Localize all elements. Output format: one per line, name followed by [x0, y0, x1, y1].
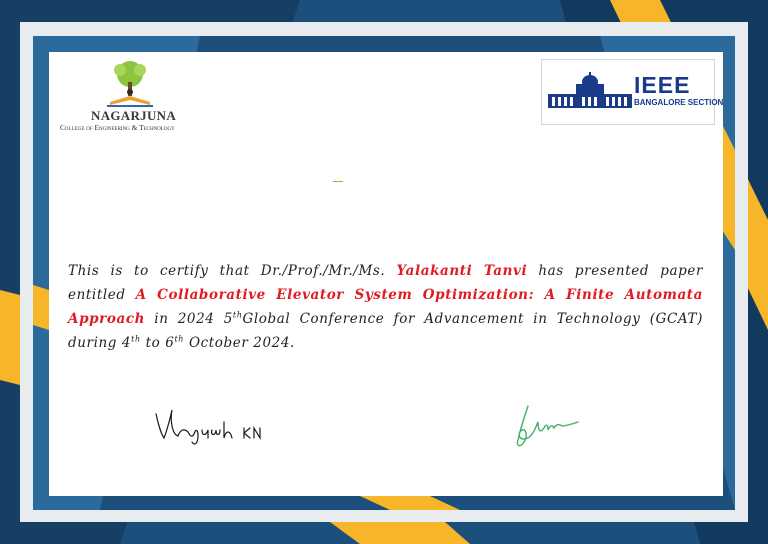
- vidhana-soudha-building-icon: [546, 72, 634, 112]
- nagarjuna-logo: [60, 58, 210, 134]
- recipient-name: Yalakanti Tanvi: [396, 263, 528, 279]
- ieee-title: IEEE: [634, 72, 691, 98]
- paper-title: A Collaborative Elevator System Optimization: A Finite Automata Approach: [68, 287, 703, 327]
- divider-dash: [333, 181, 343, 182]
- ordinal-suffix: th: [232, 310, 243, 320]
- college-subtitle: College of Engineering & Technology: [60, 123, 175, 132]
- ieee-bangalore-logo: [541, 59, 724, 125]
- signature-left: [148, 400, 273, 450]
- signature-right: [506, 400, 586, 455]
- college-name: NAGARJUNA: [91, 108, 177, 123]
- intro-text: This is to certify that Dr./Prof./Mr./Ms.: [68, 263, 386, 279]
- ordinal-suffix: th: [131, 334, 141, 344]
- ordinal-suffix: th: [174, 334, 185, 344]
- year-text: in 2024 5: [154, 311, 233, 327]
- tree-book-emblem-icon: [60, 58, 210, 108]
- certificate-text: [68, 259, 703, 355]
- ieee-subtitle: BANGALORE SECTION: [634, 98, 724, 107]
- presented-text: has presented paper entitled: [68, 263, 703, 303]
- date-text: October 2024.: [188, 335, 295, 351]
- to-text: to 6: [145, 335, 175, 351]
- conference-text: Global Conference for Advancement in Technology (GCAT) during 4: [68, 311, 703, 351]
